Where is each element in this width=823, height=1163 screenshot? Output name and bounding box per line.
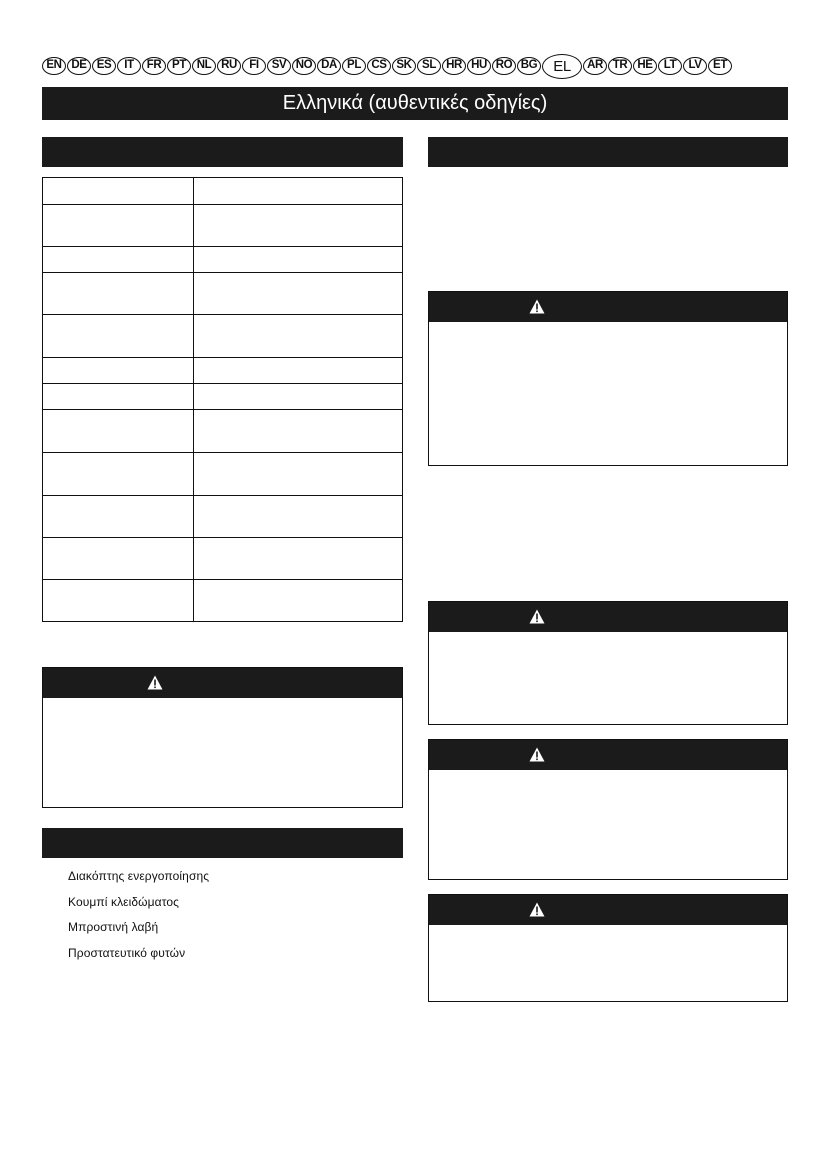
list-item: Προστατευτικό φυτών — [68, 945, 186, 960]
table-cell — [43, 315, 194, 358]
warning-box — [42, 667, 403, 808]
lang-ro[interactable]: RO — [492, 57, 516, 75]
lang-nl[interactable]: NL — [192, 57, 216, 75]
lang-he[interactable]: HE — [633, 57, 657, 75]
table-cell — [43, 410, 194, 453]
lang-et[interactable]: ET — [708, 57, 732, 75]
warning-box — [428, 601, 788, 725]
parts-list — [68, 864, 209, 966]
table-cell — [43, 384, 194, 410]
table-row — [43, 580, 403, 622]
table-cell — [194, 315, 403, 358]
language-selector — [42, 53, 782, 79]
table-row — [43, 453, 403, 496]
lang-tr[interactable]: TR — [608, 57, 632, 75]
lang-hr[interactable]: HR — [442, 57, 466, 75]
warning-header — [43, 668, 402, 698]
table-cell — [43, 496, 194, 538]
warning-triangle-icon — [529, 902, 545, 917]
lang-fi[interactable]: FI — [242, 57, 266, 75]
lang-fr[interactable]: FR — [142, 57, 166, 75]
warning-header — [429, 602, 787, 632]
lang-hu[interactable]: HU — [467, 57, 491, 75]
lang-en[interactable]: EN — [42, 57, 66, 75]
table-cell — [194, 580, 403, 622]
table-row — [43, 358, 403, 384]
table-cell — [194, 384, 403, 410]
table-cell — [194, 205, 403, 247]
list-item: Κουμπί κλειδώματος — [68, 894, 180, 909]
section-header-technical-data — [42, 137, 403, 167]
table-cell — [43, 178, 194, 205]
table-cell — [194, 410, 403, 453]
lang-lv[interactable]: LV — [683, 57, 707, 75]
table-row — [43, 273, 403, 315]
warning-header — [429, 895, 787, 925]
table-row — [43, 205, 403, 247]
table-row — [43, 496, 403, 538]
lang-de[interactable]: DE — [67, 57, 91, 75]
table-cell — [43, 358, 194, 384]
table-cell — [194, 538, 403, 580]
page-title: Ελληνικά (αυθεντικές οδηγίες) — [282, 92, 548, 114]
lang-sl[interactable]: SL — [417, 57, 441, 75]
list-item: Μπροστινή λαβή — [68, 920, 159, 934]
list-item: Διακόπτης ενεργοποίησης — [68, 869, 210, 883]
lang-lt[interactable]: LT — [658, 57, 682, 75]
lang-el-active[interactable]: EL — [542, 54, 582, 79]
lang-pl[interactable]: PL — [342, 57, 366, 75]
lang-sv[interactable]: SV — [267, 57, 291, 75]
table-cell — [43, 205, 194, 247]
warning-triangle-icon — [529, 609, 545, 624]
table-cell — [43, 247, 194, 273]
lang-it[interactable]: IT — [117, 57, 141, 75]
lang-ar[interactable]: AR — [583, 57, 607, 75]
lang-ru[interactable]: RU — [217, 57, 241, 75]
table-cell — [194, 247, 403, 273]
lang-cs[interactable]: CS — [367, 57, 391, 75]
table-cell — [194, 178, 403, 205]
warning-header — [429, 740, 787, 770]
warning-box — [428, 739, 788, 880]
warning-triangle-icon — [529, 299, 545, 314]
warning-triangle-icon — [529, 747, 545, 762]
warning-box — [428, 894, 788, 1002]
table-row — [43, 315, 403, 358]
table-row — [43, 384, 403, 410]
lang-sk[interactable]: SK — [392, 57, 416, 75]
warning-triangle-icon — [147, 675, 163, 690]
table-cell — [43, 453, 194, 496]
table-row — [43, 247, 403, 273]
section-header-safety — [428, 137, 788, 167]
table-cell — [194, 358, 403, 384]
lang-pt[interactable]: PT — [167, 57, 191, 75]
table-row — [43, 538, 403, 580]
warning-box — [428, 291, 788, 466]
lang-es[interactable]: ES — [92, 57, 116, 75]
table-row — [43, 410, 403, 453]
table-row — [43, 178, 403, 205]
lang-no[interactable]: NO — [292, 57, 316, 75]
section-header-components — [42, 828, 403, 858]
table-cell — [194, 273, 403, 315]
lang-bg[interactable]: BG — [517, 57, 541, 75]
table-cell — [43, 580, 194, 622]
table-cell — [43, 538, 194, 580]
page-title-bar — [42, 87, 788, 120]
table-cell — [194, 453, 403, 496]
lang-da[interactable]: DA — [317, 57, 341, 75]
warning-header — [429, 292, 787, 322]
spec-table — [42, 177, 403, 622]
table-cell — [194, 496, 403, 538]
table-cell — [43, 273, 194, 315]
